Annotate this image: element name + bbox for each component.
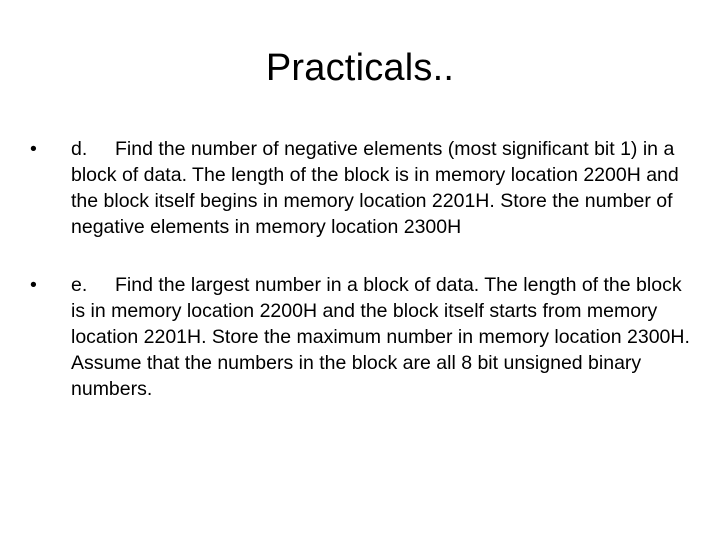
bullet-item-d <box>30 136 700 240</box>
item-text: Find the largest number in a block of data. The length of the block is in memory location 2200H and the block itself starts from memory location 2201H. Store the maximum number in memory location 2300H. Assume that the numbers in the block are all 8 bit unsigned binary numbers. <box>71 274 690 400</box>
bullet-icon: • <box>30 274 37 296</box>
item-text: Find the number of negative elements (most significant bit 1) in a block of data. The length of the block is in memory location 2200H and the block itself begins in memory location 2201H. Store the number of negative elements in memory location 2300H <box>71 138 679 238</box>
bullet-list <box>30 136 700 434</box>
bullet-item-e <box>30 272 700 402</box>
item-label: e. <box>71 274 88 296</box>
slide-title: Practicals.. <box>265 47 455 89</box>
bullet-icon: • <box>30 138 37 160</box>
item-label: d. <box>71 138 88 160</box>
